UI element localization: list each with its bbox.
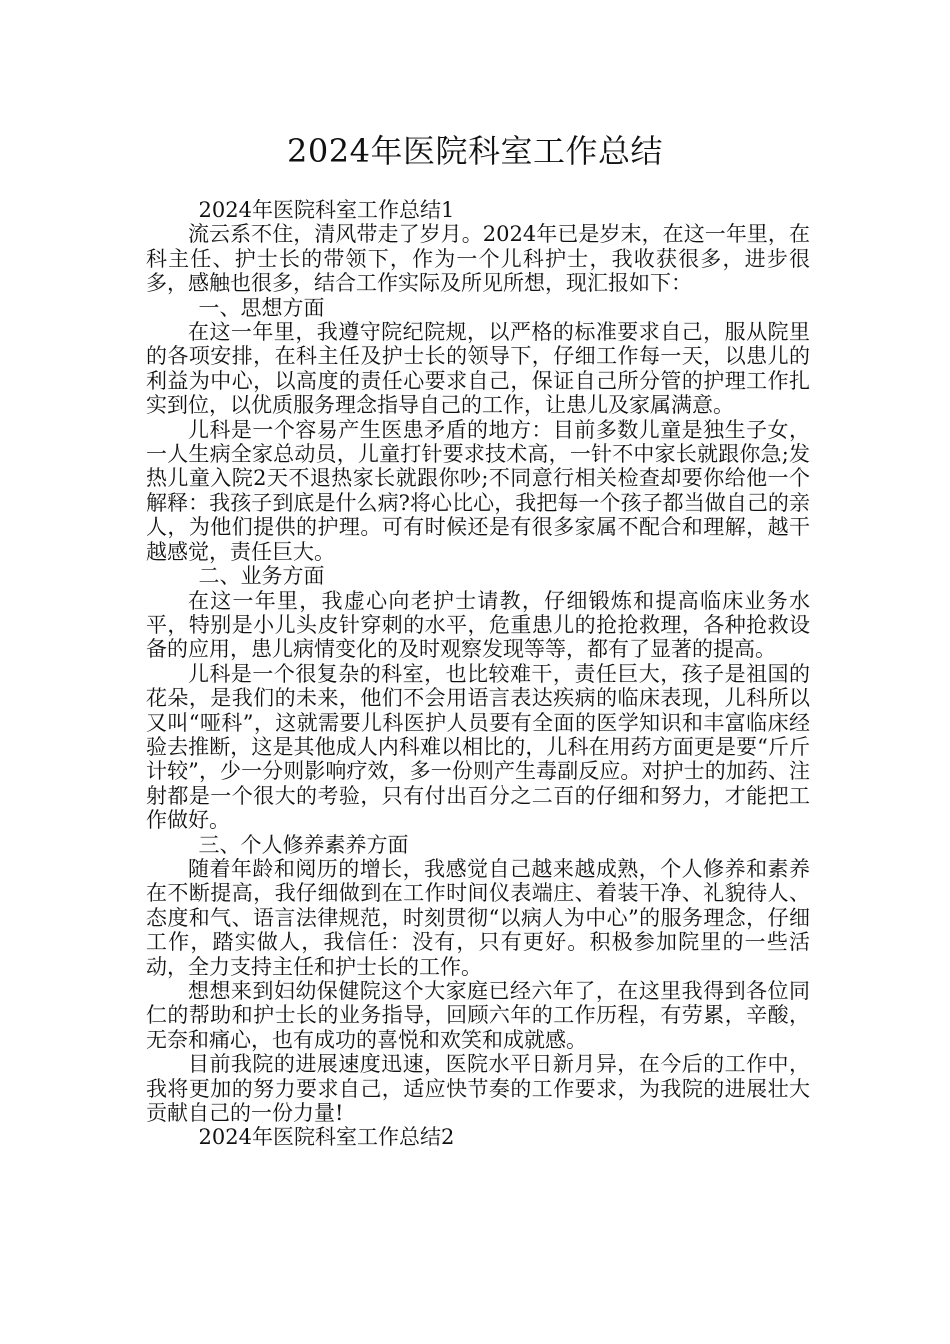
paragraph-personal-2: 想想来到妇幼保健院这个大家庭已经六年了，在这里我得到各位同仁的帮助和护士长的业务指导，回顾六年的工作历程，有劳累，辛酸，无奈和痛心，也有成功的喜悦和欢笑和成就感。 bbox=[146, 979, 810, 1052]
paragraph-personal-1: 随着年龄和阅历的增长，我感觉自己越来越成熟，个人修养和素养在不断提高，我仔细做到在工作时间仪表端庄、着装干净、礼貌待人、态度和气、语言法律规范，时刻贯彻“以病人为中心”的服务理念，仔细工作，踏实做人，我信任：没有，只有更好。积极参加院里的一些活动，全力支持主任和护士长的工作。 bbox=[146, 856, 810, 979]
section-1-title: 2024年医院科室工作总结1 bbox=[198, 198, 455, 222]
heading-personal: 三、个人修养素养方面 bbox=[198, 832, 409, 857]
paragraph-thought-2: 儿科是一个容易产生医患矛盾的地方：目前多数儿童是独生子女，一人生病全家总动员，儿童打针要求技术高，一针不中家长就跟你急;发热儿童入院2天不退热家长就跟你吵;不同意行相关检查却要你给他一个解释：我孩子到底是什么病?将心比心，我把每一个孩子都当做自己的亲人，为他们提供的护理。可有时候还是有很多家属不配合和理解，越干越感觉，责任巨大。 bbox=[146, 417, 810, 564]
intro-paragraph: 流云系不住，清风带走了岁月。2024年已是岁末，在这一年里，在科主任、护士长的带领下，作为一个儿科护士，我收获很多，进步很多，感触也很多，结合工作实际及所见所想，现汇报如下： bbox=[146, 222, 810, 296]
paragraph-personal-3: 目前我院的进展速度迅速，医院水平日新月异，在今后的工作中，我将更加的努力要求自己，适应快节奏的工作要求，为我院的进展壮大贡献自己的一份力量! bbox=[146, 1052, 810, 1126]
paragraph-business-2: 儿科是一个很复杂的科室，也比较难干，责任巨大，孩子是祖国的花朵，是我们的未来，他们不会用语言表达疾病的临床表现，儿科所以又叫“哑科”，这就需要儿科医护人员要有全面的医学知识和丰富临床经验去推断，这是其他成人内科难以相比的，儿科在用药方面更是要“斤斤计较”，少一分则影响疗效，多一份则产生毒副反应。对护士的加药、注射都是一个很大的考验，只有付出百分之二百的仔细和努力，才能把工作做好。 bbox=[146, 661, 810, 833]
section-2-title: 2024年医院科室工作总结2 bbox=[198, 1125, 455, 1150]
paragraph-business-1: 在这一年里，我虚心向老护士请教，仔细锻炼和提高临床业务水平，特别是小儿头皮针穿刺的水平，危重患儿的抢抢救理，各种抢救设备的应用，患儿病情变化的及时观察发现等等，都有了显著的提高。 bbox=[146, 588, 810, 662]
heading-business: 二、业务方面 bbox=[198, 564, 325, 589]
paragraph-thought-1: 在这一年里，我遵守院纪院规，以严格的标准要求自己，服从院里的各项安排，在科主任及护士长的领导下，仔细工作每一天，以患儿的利益为中心，以高度的责任心要求自己，保证自己所分管的护理工作扎实到位，以优质服务理念指导自己的工作，让患儿及家属满意。 bbox=[146, 320, 810, 418]
document-title: 2024年医院科室工作总结 bbox=[287, 132, 663, 170]
heading-thought: 一、思想方面 bbox=[198, 295, 325, 320]
document-body bbox=[146, 198, 810, 1150]
